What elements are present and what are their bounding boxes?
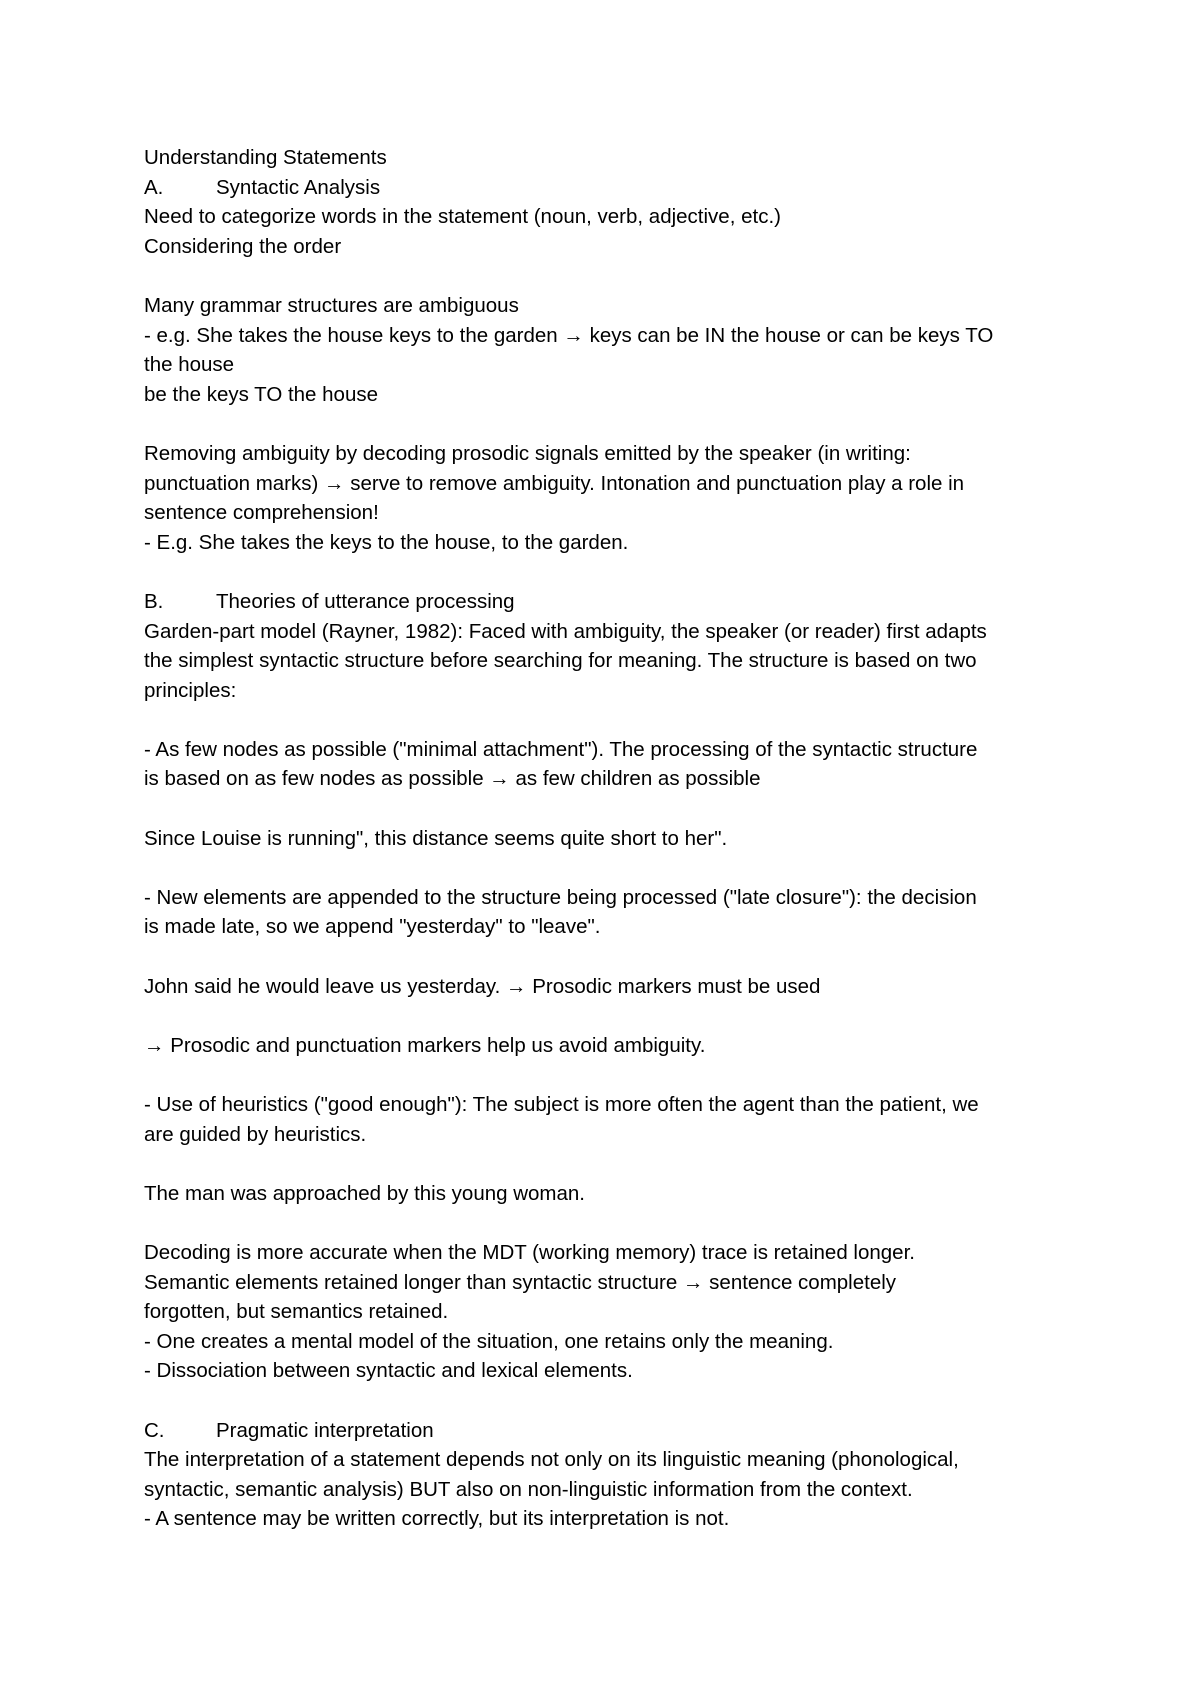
example-line: The man was approached by this young woman. [144,1181,586,1205]
paragraph-line: - As few nodes as possible ("minimal attachment"). The processing of the syntactic structure [144,737,978,761]
section-a-title: Syntactic Analysis [216,175,381,199]
blank-line [144,1001,1064,1031]
section-b-heading [144,587,1064,617]
example-line: John said he would leave us yesterday. → Prosodic markers must be used [144,974,821,998]
section-a-heading [144,173,1064,203]
paragraph-line: the house [144,353,235,377]
blank-line [144,1386,1064,1416]
document-title: Understanding Statements [144,146,387,169]
section-a-letter: A. [144,175,164,199]
blank-line [144,794,1064,824]
blank-line [144,1149,1064,1179]
section-c-heading [144,1416,1064,1446]
paragraph-line: principles: [144,678,237,702]
blank-line [144,409,1064,439]
paragraph-line: Garden-part model (Rayner, 1982): Faced with ambiguity, the speaker (or reader) first adapts [144,619,987,643]
section-b-title: Theories of utterance processing [216,589,515,613]
blank-line [144,1060,1064,1090]
blank-line [144,1208,1064,1238]
paragraph-line: Need to categorize words in the statement (noun, verb, adjective, etc.) [144,205,781,229]
section-c-title: Pragmatic interpretation [216,1418,434,1442]
blank-line [144,942,1064,972]
paragraph-line: The interpretation of a statement depends not only on its linguistic meaning (phonological, [144,1448,959,1472]
paragraph-line: Removing ambiguity by decoding prosodic signals emitted by the speaker (in writing: [144,441,911,465]
section-c-letter: C. [144,1418,165,1442]
paragraph-line: sentence comprehension! [144,501,379,525]
paragraph-line: forgotten, but semantics retained. [144,1300,449,1324]
paragraph-line: - E.g. She takes the keys to the house, to the garden. [144,530,629,554]
paragraph-line: Many grammar structures are ambiguous [144,293,519,317]
paragraph-line: Decoding is more accurate when the MDT (working memory) trace is retained longer. [144,1240,915,1264]
paragraph-line: Considering the order [144,234,342,258]
blank-line [144,261,1064,291]
blank-line [144,557,1064,587]
paragraph-line: - Dissociation between syntactic and lexical elements. [144,1359,633,1383]
example-line: Since Louise is running", this distance seems quite short to her". [144,826,728,850]
paragraph-line: are guided by heuristics. [144,1122,367,1146]
paragraph-line: - e.g. She takes the house keys to the garden → keys can be IN the house or can be keys TO [144,323,994,347]
paragraph-line: - A sentence may be written correctly, but its interpretation is not. [144,1507,730,1531]
paragraph-line: - One creates a mental model of the situation, one retains only the meaning. [144,1329,834,1353]
blank-line [144,853,1064,883]
section-b-letter: B. [144,589,164,613]
paragraph-line: punctuation marks) → serve to remove ambiguity. Intonation and punctuation play a role in [144,471,965,495]
paragraph-line: is made late, so we append "yesterday" to "leave". [144,915,601,939]
paragraph-line: syntactic, semantic analysis) BUT also on non-linguistic information from the context. [144,1477,913,1501]
paragraph-line: is based on as few nodes as possible → as few children as possible [144,767,761,791]
paragraph-line: - Use of heuristics ("good enough"): The subject is more often the agent than the patient, we [144,1093,979,1116]
paragraph-line: the simplest syntactic structure before searching for meaning. The structure is based on two [144,649,977,673]
paragraph-line: Semantic elements retained longer than syntactic structure → sentence completely [144,1270,897,1294]
paragraph-line: be the keys TO the house [144,382,379,406]
document-body [144,143,1064,1534]
paragraph-line: - New elements are appended to the structure being processed ("late closure"): the decision [144,885,977,909]
paragraph-line: → Prosodic and punctuation markers help us avoid ambiguity. [144,1033,706,1057]
blank-line [144,705,1064,735]
